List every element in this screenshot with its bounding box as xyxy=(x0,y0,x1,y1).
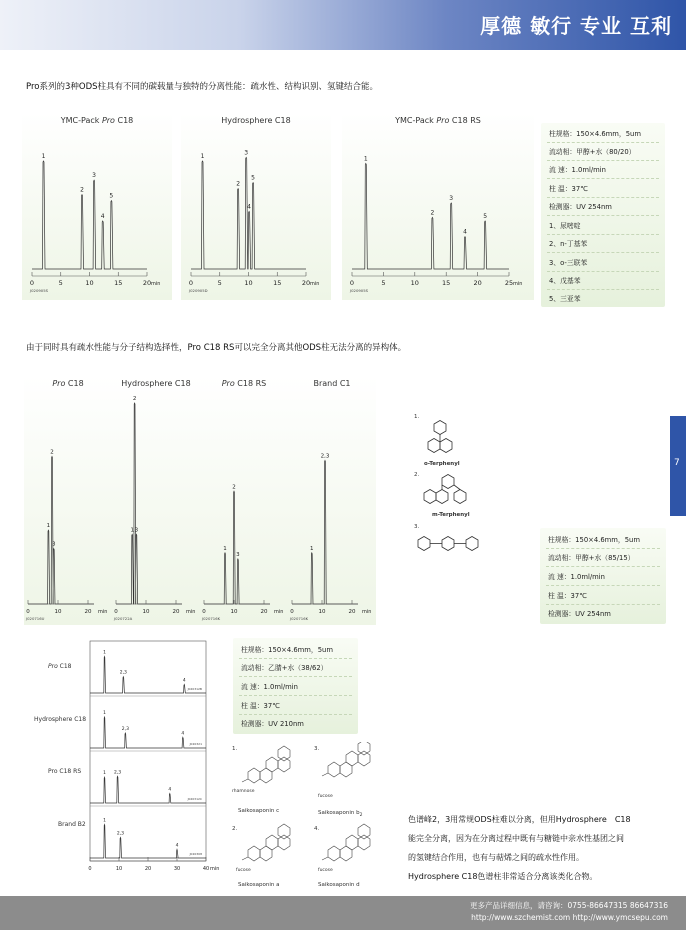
chromatogram-code: J020312B xyxy=(187,687,202,691)
saponin-2-number: 2. xyxy=(232,826,238,832)
axis-tick-label: 0 xyxy=(114,609,118,615)
chromatogram-trace xyxy=(292,461,358,605)
axis-tick-label: 0 xyxy=(88,866,92,872)
description-line: 能完全分离，因为在分离过程中既有与糖链中亲水性基团之间 xyxy=(408,834,624,843)
peak-label: 1 xyxy=(41,153,46,160)
axis-tick-label: 20 xyxy=(142,279,152,287)
peak-label: 1 xyxy=(200,153,205,160)
condition-item: 检测器：UV 254nm xyxy=(548,610,611,618)
axis-tick-label: 0 xyxy=(290,609,294,615)
peak-label: 4 xyxy=(175,843,179,849)
conditions-box-1 xyxy=(541,123,665,307)
peak-label: 1 xyxy=(103,771,106,777)
axis-unit: min xyxy=(186,609,196,615)
peak-label: 3 xyxy=(134,527,139,534)
isomer-chromatograms xyxy=(24,376,376,625)
peak-label: 5 xyxy=(251,174,256,182)
axis-tick-label: 15 xyxy=(114,279,123,287)
saponin-1-sugar: rhamnose xyxy=(232,789,255,794)
axis-tick-label: 10 xyxy=(410,279,419,287)
peak-label: 1 xyxy=(130,527,134,534)
condition-item: 柱 温：37℃ xyxy=(549,185,588,193)
chromatogram-trace xyxy=(28,456,94,604)
axis-tick-label: 10 xyxy=(115,866,123,872)
chromatogram-code: J020716U xyxy=(26,616,45,621)
axis-tick-label: 10 xyxy=(142,609,150,615)
p-terphenyl-structure xyxy=(414,534,494,554)
condition-item: 流 速：1.0ml/min xyxy=(549,166,606,174)
molecule-2-number: 2. xyxy=(414,472,420,478)
saponin-3-sugar: fucose xyxy=(318,794,333,799)
axis-tick-label: 20 xyxy=(473,279,482,287)
axis-tick-label: 40 xyxy=(202,866,210,872)
saponin-4-number: 4. xyxy=(314,826,320,832)
peak-label: 2,3 xyxy=(113,770,122,776)
isomer-title-4: Brand C1 xyxy=(313,379,351,388)
o-terphenyl-structure xyxy=(416,420,476,460)
axis-tick-label: 10 xyxy=(318,609,326,615)
axis-tick-label: 20 xyxy=(84,609,92,615)
axis-tick-label: 15 xyxy=(273,279,282,287)
axis-unit: min xyxy=(310,281,320,287)
peak-label: 2 xyxy=(50,449,54,456)
peak-label: 3 xyxy=(236,551,240,558)
condition-item: 检测器：UV 210nm xyxy=(241,720,304,728)
condition-item: 流 速：1.0ml/min xyxy=(241,683,298,691)
peak-label: 2,3 xyxy=(119,670,127,676)
peak-label: 2,3 xyxy=(116,831,125,837)
axis-tick-label: 5 xyxy=(217,279,222,287)
section1-intro: Pro系列的3种ODS柱具有不同的碳载量与独特的分离性能：疏水性、结构识别、氢键结合能。 xyxy=(26,82,379,92)
axis-tick-label: 30 xyxy=(173,866,181,872)
page-side-tab xyxy=(670,416,686,516)
chromatogram-code: J020716K xyxy=(202,616,221,621)
peak-label: 1 xyxy=(223,545,227,552)
axis-unit: min xyxy=(151,281,161,287)
chrom-panel-2-title: Hydrosphere C18 xyxy=(221,116,291,125)
axis-tick-label: 20 xyxy=(348,609,356,615)
axis-unit: min xyxy=(210,866,220,872)
condition-item: 流动相：甲醇+水（85/15） xyxy=(548,554,635,562)
saponin-3-name: Saikosaponin $b_2$ xyxy=(318,810,363,819)
axis-tick-label: 0 xyxy=(202,609,206,615)
chrom-panel-3 xyxy=(342,113,534,300)
molecule-1-number: 1. xyxy=(414,414,420,420)
peak-label: 1 xyxy=(46,523,51,530)
condition-item: 柱规格：150×4.6mm，5um xyxy=(548,536,640,544)
saponin-1-number: 1. xyxy=(232,746,238,752)
header-slogan: 厚德 敏行 专业 互利 xyxy=(480,14,672,38)
analyte-item: 2、n-丁基苯 xyxy=(549,240,588,248)
axis-tick-label: 20 xyxy=(260,609,268,615)
chromatogram-code: J020308 xyxy=(189,852,202,856)
chromatogram-2 xyxy=(181,113,331,300)
peak-label: 2 xyxy=(430,209,435,217)
saponin-1-name: Saikosaponin c xyxy=(238,808,280,814)
saikosaponin-structures xyxy=(232,742,392,892)
saponin-4-name: Saikosaponin d xyxy=(318,882,360,888)
molecule-1-name: o-Terphenyl xyxy=(424,461,460,467)
condition-item: 柱规格：150×4.6mm，5um xyxy=(549,130,641,138)
peak-label: 4 xyxy=(463,228,467,236)
peak-label: 2 xyxy=(236,180,241,188)
row-label-1: Pro C18 xyxy=(48,663,72,670)
peak-label: 3 xyxy=(244,149,249,157)
axis-tick-label: 0 xyxy=(26,609,30,615)
chromatogram-code: J020905S xyxy=(350,288,369,293)
chromatogram-trace xyxy=(191,157,306,269)
chrom-panel-1 xyxy=(22,113,172,300)
isomer-title-1: Pro C18 xyxy=(52,379,84,388)
chromatogram-trace xyxy=(116,403,182,604)
axis-unit: min xyxy=(513,281,523,287)
row-label-3: Pro C18 RS xyxy=(48,768,82,775)
peak-label: 2 xyxy=(232,484,236,491)
analyte-item: 3、o-三联苯 xyxy=(549,259,588,267)
chromatogram-code: J020321 xyxy=(189,742,202,746)
peak-label: 4 xyxy=(247,203,251,211)
axis-tick-label: 25 xyxy=(504,279,514,287)
saponin-description xyxy=(408,810,631,886)
axis-tick-label: 0 xyxy=(349,279,355,287)
condition-item: 流动相：甲醇+水（80/20） xyxy=(549,148,636,156)
saponin-4-sugar: fucose xyxy=(318,868,333,873)
chromatogram-trace xyxy=(204,491,270,604)
chromatogram-code: J020312C xyxy=(187,797,202,801)
peak-label: 5 xyxy=(483,213,488,220)
peak-label: 1 xyxy=(363,155,368,163)
axis-tick-label: 5 xyxy=(58,279,63,287)
page-number: 7 xyxy=(674,458,680,468)
peak-label: 4 xyxy=(100,213,105,220)
row-label-4: Brand B2 xyxy=(58,821,86,828)
section2-intro: 由于同时具有疏水性能与分子结构选择性，Pro C18 RS可以完全分离其他ODS柱无法分离的异构体。 xyxy=(26,343,407,353)
peak-label: 5 xyxy=(109,192,114,200)
description-line: 色谱峰2，3用常规ODS柱难以分离，但用Hydrosphere C18 xyxy=(408,815,631,824)
chromatogram-3 xyxy=(342,113,534,300)
axis-unit: min xyxy=(362,609,372,615)
chromatogram-code: J020905S xyxy=(30,288,49,293)
axis-tick-label: 10 xyxy=(244,279,253,287)
axis-tick-label: 10 xyxy=(230,609,238,615)
saponin-3-number: 3. xyxy=(314,746,320,752)
axis-tick-label: 20 xyxy=(301,279,311,287)
axis-unit: min xyxy=(98,609,108,615)
analyte-item: 5、三亚苯 xyxy=(549,295,581,303)
peak-label: 1 xyxy=(103,650,106,656)
isomer-panel xyxy=(24,376,376,625)
isomer-title-3: Pro C18 RS xyxy=(221,379,267,388)
condition-item: 检测器：UV 254nm xyxy=(549,203,612,211)
chrom-panel-1-title: YMC-Pack Pro C18 xyxy=(60,116,134,125)
axis-tick-label: 10 xyxy=(54,609,62,615)
footer xyxy=(0,896,686,930)
peak-label: 4 xyxy=(168,787,172,793)
saponin-2-sugar: fucose xyxy=(236,868,251,873)
row-label-2: Hydrosphere C18 xyxy=(34,716,87,723)
peak-label: 1 xyxy=(310,545,314,552)
saponin-chromatograms xyxy=(24,635,226,880)
chromatogram-trace xyxy=(90,717,206,748)
conditions-box-3 xyxy=(233,638,358,734)
chrom-panel-3-title: YMC-Pack Pro C18 RS xyxy=(395,116,481,125)
peak-label: 1 xyxy=(103,818,106,824)
peak-label: 3 xyxy=(92,172,97,180)
description-line: 的氢键结合作用，也有与萜烯之间的疏水性作用。 xyxy=(408,853,584,862)
chromatogram-code: J020716K xyxy=(290,616,309,621)
isomer-title-2: Hydrosphere C18 xyxy=(121,379,191,388)
m-terphenyl-structure xyxy=(418,474,488,514)
axis-tick-label: 0 xyxy=(29,279,35,287)
condition-item: 流 速：1.0ml/min xyxy=(548,573,605,581)
condition-item: 流动相：乙腈+水（38/62） xyxy=(241,664,328,672)
analyte-item: 4、戊基苯 xyxy=(549,277,581,285)
condition-item: 柱规格：150×4.6mm，5um xyxy=(241,646,333,654)
saponin-panel xyxy=(24,635,226,880)
chromatogram-1 xyxy=(22,113,172,300)
peak-label: 3 xyxy=(52,541,56,548)
chromatogram-code: J020722A xyxy=(114,616,133,621)
description-line: Hydrosphere C18色谱柱非常适合分离该类化合物。 xyxy=(408,872,598,881)
axis-tick-label: 20 xyxy=(144,866,152,872)
axis-tick-label: 10 xyxy=(85,279,94,287)
axis-tick-label: 20 xyxy=(172,609,180,615)
saponin-2-name: Saikosaponin a xyxy=(238,882,280,888)
footer-contact: 更多产品详细信息，请咨询：0755-86647315 86647316 xyxy=(469,901,668,910)
chrom-panel-2 xyxy=(181,113,331,300)
chromatogram-code: J020905D xyxy=(189,288,208,293)
peak-label: 4 xyxy=(182,678,186,684)
chromatogram-trace xyxy=(32,161,147,269)
peak-label: 4 xyxy=(181,731,185,737)
axis-tick-label: 0 xyxy=(188,279,194,287)
condition-item: 柱 温：37℃ xyxy=(241,702,280,710)
molecule-2-name: m-Terphenyl xyxy=(432,512,470,518)
condition-item: 柱 温：37℃ xyxy=(548,592,587,600)
axis-tick-label: 5 xyxy=(381,279,386,287)
peak-label: 2,3 xyxy=(121,726,129,732)
axis-unit: min xyxy=(274,609,284,615)
peak-label: 1 xyxy=(103,711,106,717)
peak-label: 2 xyxy=(80,186,84,194)
axis-tick-label: 15 xyxy=(442,279,451,287)
chromatogram-trace xyxy=(90,825,206,859)
conditions-box-2 xyxy=(540,528,666,624)
peak-label: 2,3 xyxy=(320,453,330,460)
peak-label: 2 xyxy=(132,396,137,403)
footer-links[interactable]: http://www.szchemist.com http://www.ymcsepu.com xyxy=(471,913,668,922)
molecule-3-number: 3. xyxy=(414,524,420,530)
peak-label: 3 xyxy=(449,195,454,202)
header-banner xyxy=(0,0,686,50)
analyte-item: 1、尿嘧啶 xyxy=(549,222,581,230)
